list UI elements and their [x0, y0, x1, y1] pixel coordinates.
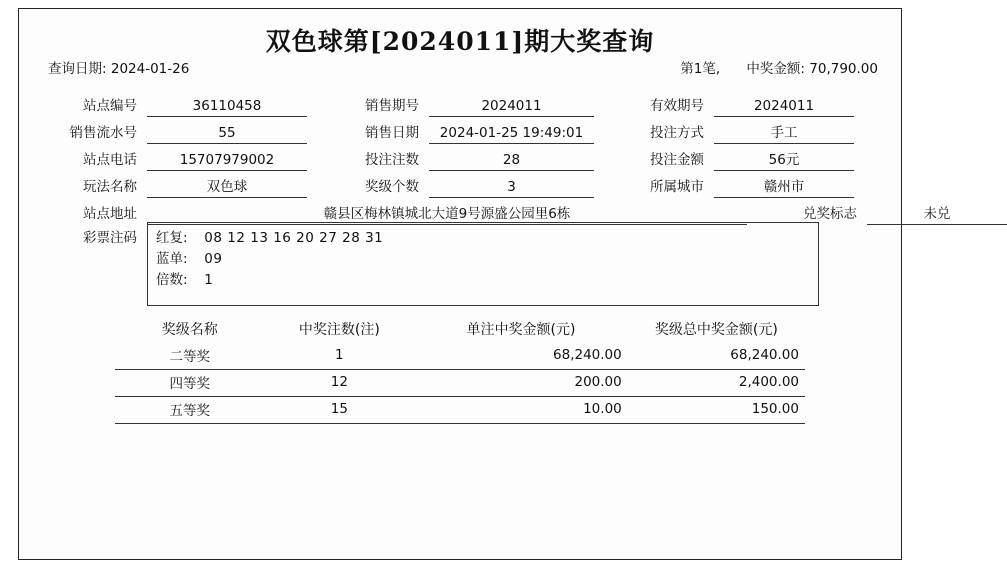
game-name-value: 双色球 [147, 175, 307, 198]
prize-count: 1 [264, 343, 414, 370]
field-bet-amount [594, 148, 854, 171]
ticket-red-key: 红复: [156, 230, 188, 246]
prize-unit: 68,240.00 [414, 343, 628, 370]
info-row-1 [55, 90, 830, 117]
bet-method-value: 手工 [714, 121, 854, 144]
prize-total: 68,240.00 [628, 343, 805, 370]
game-name-label: 玩法名称 [83, 179, 137, 195]
ticket-multiple-key: 倍数: [156, 272, 188, 288]
prize-count: 12 [264, 370, 414, 397]
prize-amount-label: 中奖金额: [746, 61, 805, 77]
ticket-red-value: 08 12 13 16 20 27 28 31 [204, 230, 384, 246]
prize-unit: 200.00 [414, 370, 628, 397]
station-no-value: 36110458 [147, 98, 307, 117]
prize-level-count-label: 奖级个数 [365, 179, 419, 195]
bet-count-label: 投注注数 [365, 152, 419, 168]
sale-issue-label: 销售期号 [365, 98, 419, 114]
prize-level-count-value: 3 [429, 179, 594, 198]
ticket-blue-line [156, 249, 818, 270]
field-prize-level-count [307, 175, 594, 198]
field-city [594, 175, 854, 198]
bet-amount-value: 56元 [714, 148, 854, 171]
bet-amount-label: 投注金额 [650, 152, 704, 168]
summary-header [680, 57, 878, 77]
header-prize-total: 奖级总中奖金额(元) [654, 322, 778, 338]
field-sale-issue [307, 94, 594, 117]
redeem-flag-value: 未兑 [867, 202, 1007, 225]
station-address-value: 赣县区梅林镇城北大道9号源盛公园里6栋 [147, 202, 747, 225]
info-row-2 [55, 117, 830, 144]
query-date-value: 2024-01-26 [110, 61, 190, 77]
prize-amount-value: 70,790.00 [809, 61, 878, 77]
ticket-blue-key: 蓝单: [156, 251, 188, 267]
field-game-name [55, 175, 307, 198]
valid-issue-value: 2024011 [714, 98, 854, 117]
table-row [115, 397, 805, 424]
prize-name: 四等奖 [115, 370, 264, 397]
field-bet-method [594, 121, 854, 144]
city-value: 赣州市 [714, 175, 854, 198]
query-date-label: 查询日期: [48, 61, 107, 77]
ticket-numbers-box [147, 222, 819, 306]
info-row-5 [55, 198, 951, 225]
valid-issue-label: 有效期号 [650, 98, 704, 114]
ticket-red-line [156, 228, 818, 249]
sale-issue-value: 2024011 [429, 98, 594, 117]
serial-no-value: 55 [147, 125, 307, 144]
field-station-phone [55, 148, 307, 171]
field-serial-no [55, 121, 307, 144]
bet-method-label: 投注方式 [650, 125, 704, 141]
prize-total: 150.00 [628, 397, 805, 424]
bet-count-value: 28 [429, 152, 594, 171]
field-sale-date [307, 121, 594, 144]
prize-count: 15 [264, 397, 414, 424]
query-date [48, 57, 189, 77]
field-station-no [55, 94, 307, 117]
field-bet-count [307, 148, 594, 171]
table-row [115, 343, 805, 370]
ticket-numbers-label: 彩票注码 [83, 230, 137, 246]
serial-no-label: 销售流水号 [69, 125, 137, 141]
prize-table [115, 318, 805, 424]
sale-date-value: 2024-01-25 19:49:01 [429, 125, 594, 144]
ticket-multiple-line [156, 270, 818, 291]
prize-table-header-row [115, 318, 805, 343]
table-row [115, 370, 805, 397]
header-prize-unit: 单注中奖金额(元) [466, 322, 576, 338]
sale-date-label: 销售日期 [365, 125, 419, 141]
prize-name: 五等奖 [115, 397, 264, 424]
header-prize-count: 中奖注数(注) [298, 322, 380, 338]
station-phone-label: 站点电话 [83, 152, 137, 168]
redeem-flag-label: 兑奖标志 [803, 206, 857, 222]
prize-name: 二等奖 [115, 343, 264, 370]
prize-unit: 10.00 [414, 397, 628, 424]
station-phone-value: 15707979002 [147, 152, 307, 171]
ticket-multiple-value: 1 [204, 272, 214, 288]
ticket-blue-value: 09 [204, 251, 223, 267]
info-row-4 [55, 171, 830, 198]
station-address-label: 站点地址 [83, 206, 137, 222]
page-title: 双色球第[2024011]期大奖查询 [265, 27, 655, 56]
info-row-3 [55, 144, 830, 171]
info-table [55, 90, 951, 225]
prize-total: 2,400.00 [628, 370, 805, 397]
sequence-label: 第1笔, [680, 61, 721, 77]
field-valid-issue [594, 94, 854, 117]
header-prize-name: 奖级名称 [161, 322, 218, 338]
station-no-label: 站点编号 [83, 98, 137, 114]
city-label: 所属城市 [650, 179, 704, 195]
ticket-numbers-section [55, 222, 830, 306]
